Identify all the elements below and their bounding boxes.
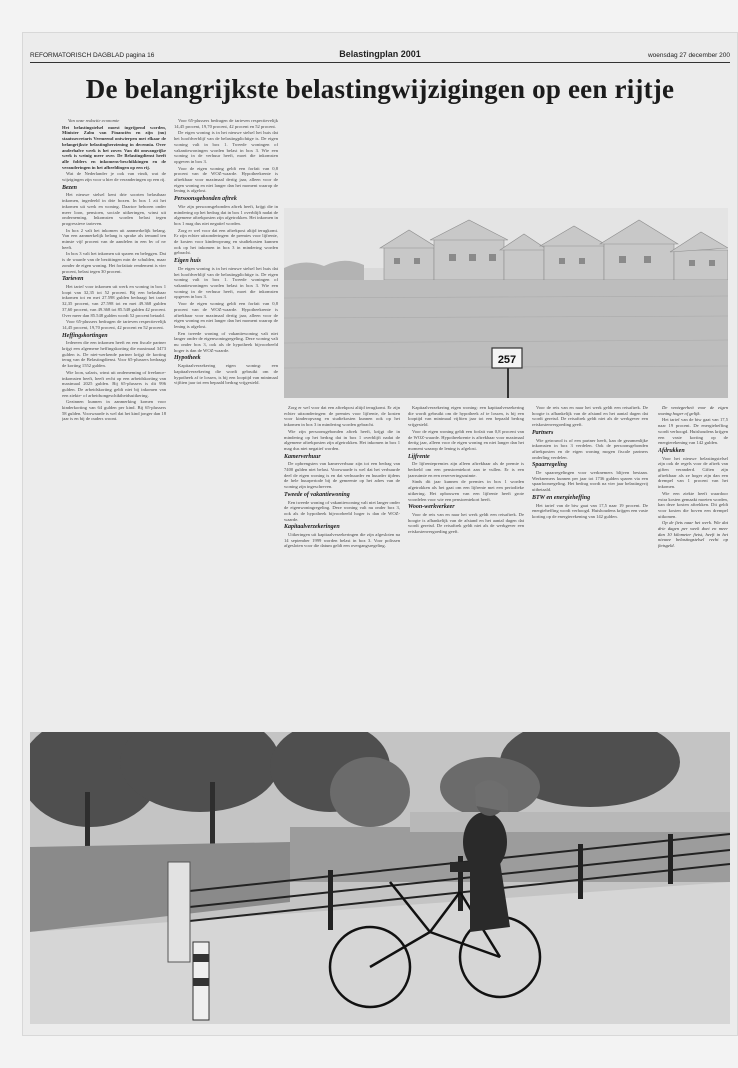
paragraph: Wie een ziekte heeft waardoor extra kosten gemaakt moeten worden, kan deze kosten aftrekken. Dit geldt voor kosten die boven een drempel uitkomen. [658,490,728,519]
paragraph: Voor de reis van en naar het werk geldt een reisaftrek. De hoogte is afhankelijk van de afstand en het aantal dagen dat wordt gereisd. De reisaftrek geldt niet als de werkgever een reiskostenvergoeding geeft. [408,511,524,535]
cyclist-photo-caption: Op de fiets naar het werk. Wie dat drie dagen per week doet en meer dan 10 kilometer fietst, heeft in het nieuwe belastingstelsel recht op fietsgeld. [658,520,728,549]
paragraph: Voor de eigen woning geldt een forfait van 0,8 procent van de WOZ-waarde. Hypotheekrente is aftrekbaar voor maximaal dertig jaar, alleen voor de eigen woning en niet langer dan het moment waarop de lening is afgelost. [174,301,278,329]
paragraph: Kapitaalverzekering eigen woning: een kapitaalverzekering die wordt gebruikt om de hypotheek af te lossen, is bij een looptijd van minimaal vijftien jaar tot een bepaald bedrag vrijgesteld. [174,363,278,386]
paragraph: Wie zijn persoonsgebonden aftrek heeft, krijgt die in mindering op het bedrag dat in box 1 overblijft nadat de algemene aftrekposten zijn afgetrokken. Het inkomen in box 1 mag dus niet negatief worden. [174,203,278,226]
subheading-afdrukken: Afdrukken [658,447,685,454]
subheading-lijfrente: Lijfrente [408,453,430,460]
subheading-boxen: Bezen [62,184,77,191]
paragraph: Zorg er wel voor dat een aftrekpost altijd terugkomt. Er zijn echter uitzonderingen: de premies voor lijfrente, de kosten voor kinderopvang en studiekosten kunnen ook op het inkomen in box 3 in mindering worden gebracht. [284,405,400,428]
newspaper-name: REFORMATORISCH DAGBLAD pagina 16 [30,52,155,59]
paragraph: Voor de eigen woning geldt een forfait van 0,8 procent van de WOZ-waarde. Hypotheekrente is aftrekbaar voor maximaal dertig jaar, alleen voor de eigen woning en niet langer dan het moment waarop de lening is afgelost. [174,165,278,194]
paragraph: Het tarief voor inkomen uit werk en woning in box 1 loopt van 32,35 tot 52 procent. Bij een belastbaar inkomen tot en met 27.598 gulden bedraagt het tarief 32,35 procent, van 27.598 tot en met 49.368 gulden 37,60 procent, van 49.368 tot 85.548 gulden 42 procent. Over meer dan 85.548 gulden wordt 52 procent betaald. [62,283,166,318]
byline: Van onze redactie economie [68,118,120,123]
paragraph: Een tweede woning of vakantiewoning valt niet langer onder de eigenwoningregeling. Deze woning valt nu onder box 3, ook als de hypotheek bijvoorbeeld hoger is dan de WOZ-waarde. [284,499,400,522]
subheading-kapitaalverzekeringen: Kapitaalverzekeringen [284,524,340,531]
paragraph: In box 3 valt het inkomen uit sparen en beleggen. Dat is de waarde van de bezittingen min de schulden, maar zonder de eigen woning. Het forfaitair rendement is vier procent, belast tegen 30 procent. [62,251,166,274]
houses-illustration [284,208,728,398]
sign-number: 257 [497,354,517,366]
cyclist-illustration [30,732,730,1024]
subheading-tarieven: Tarieven [62,276,84,283]
houses-photo [284,208,728,398]
paragraph: In box 2 valt het inkomen uit aanmerkelijk belang. Van een aanmerkelijk belang is sprake als iemand ten minste vijf procent van de aandelen in een bv of nv heeft. [62,227,166,250]
article-column-6 [658,405,728,750]
paragraph: Voor de reis van en naar het werk geldt een reisaftrek. De hoogte is afhankelijk van de afstand en het aantal dagen dat wordt gereisd. De reisaftrek geldt niet als de werkgever een reiskostenvergoeding geeft. [532,405,648,428]
article-column-3 [284,405,400,750]
paragraph: Voor het nieuwe belastingstelsel zijn ook de regels voor de aftrek van giften veranderd. Giften zijn aftrekbaar als ze hoger zijn dan een drempel van 1 procent van het inkomen. [658,455,728,490]
subheading-hypotheek: Hypotheek [174,355,201,362]
section-title: Belastingplan 2001 [339,49,421,59]
paragraph: De eigen woning is in het nieuwe stelsel het huis dat het hoofdverblijf van de belastingplichtige is. De eigen woning valt in box 1. Tweede woningen of vakantiewoningen worden belast in box 3. Wie een woning in de verhuur heeft, moet die inkomsten opgeven in box 3. [174,265,278,300]
subheading-woon-werkverkeer: Woon-werkverkeer [408,504,455,511]
paragraph: De eigen woning is in het nieuwe stelsel het huis dat het hoofdverblijf van de belastingplichtige is. De eigen woning valt in box 1. Tweede woningen of vakantiewoningen worden belast in box 3. Wie een woning in de verhuur heeft, moet die inkomsten opgeven in box 3. [174,130,278,164]
paragraph: Het tarief van de btw gaat van 17,5 naar 19 procent. De energieheffing wordt verhoogd. Huishoudens krijgen een vaste korting op de energierekening van 142 gulden. [532,502,648,519]
subheading-kamerverhuur: Kamerverhuur [284,453,321,460]
intro-text: Wat de Nederlander je ook van vindt, wat de wijzigingen zijn voor u hier de veranderingen op een rij. [62,171,166,183]
page-header [30,48,730,63]
subheading-tweede-vakantiewoning: Tweede of vakantiewoning [284,491,350,498]
paragraph: Wie zijn persoonsgebonden aftrek heeft, krijgt die in mindering op het bedrag dat in box 1 overblijft nadat de algemene aftrekposten zijn afgetrokken. Het inkomen in box 1 mag dus niet negatief worden. [284,428,400,451]
houses-photo-caption: De ventegerheit voor de eigen woning hoger of gelijk. [658,405,728,416]
cyclist-photo [30,732,730,1024]
paragraph: Uitkeringen uit kapitaalverzekeringen die zijn afgesloten na 14 september 1999 worden belast in box 3. Voor polissen afgesloten voor die datum geldt een overgangsregeling. [284,532,400,549]
subheading-eigen-huis: Eigen huis [174,258,201,265]
paragraph: Voor 65-plussers bedragen de tarieven respectievelijk 14,45 procent, 19,70 procent, 42 procent en 52 procent. [62,319,166,330]
paragraph: Het tarief van de btw gaat van 17,5 naar 19 procent. De energieheffing wordt verhoogd. Huishoudens krijgen een vaste korting op de energierekening van 142 gulden. [658,417,728,446]
page-headline: De belangrijkste belastingwijzigingen op een rijtje [85,74,675,104]
paragraph: Wie loon, salaris, winst uit onderneming of freelance-inkomsten heeft, heeft recht op een arbeidskorting van maximaal 2025 gulden. Bij 65-plussers is dit 996 gulden. De arbeidskorting geldt niet bij inkomen van een ziekte- of arbeidsongeschiktheidsuitkering. [62,369,166,398]
paragraph: Voor 65-plussers bedragen de tarieven respectievelijk 14,45 procent, 19,70 procent, 42 procent en 52 procent. [174,118,278,129]
paragraph: De spaarregelingen voor werknemers blijven bestaan. Werknemers kunnen per jaar tot 1736 gulden sparen via een spaarloonregeling. Het bedrag wordt na vier jaar belastingvrij uitbetaald. [532,470,648,493]
paragraph: De opbrengsten van kamerverhuur zijn tot een bedrag van 7400 gulden niet belast. Voorwaarde is wel dat het verhuurde deel de eigen woning is en dat verhuurder en huurder tijdens de hele huurperiode bij de gemeente op het adres van de woning zijn ingeschreven. [284,461,400,490]
subheading-persoonsgebonden-aftrek: Persoonsgebonden aftrek [174,196,237,203]
article-column-2 [174,118,278,748]
paragraph: Het nieuwe stelsel kent drie soorten belastbaar inkomen, ingedeeld in drie boxen. In box 1 zit het inkomen uit werk en woning. Daartoe behoren onder meer loon, pensioen, sociale uitkeringen, winst uit onderneming. Inkomsten worden belast tegen progressieve tarieven. [62,192,166,226]
paragraph: Sinds dit jaar kunnen de premies in box 1 worden afgetrokken als het gaat om een lijfrente met een periodieke uitkering. Het opbouwen van een lijfrente heeft grote voordelen voor wie een pensioentekort heeft. [408,479,524,502]
paragraph: Gezinnen kunnen in aanmerking komen voor kinderkorting van 64 gulden per kind. Bij 65-plussers 58 gulden. Voorwaarde is wel dat het kind jonger dan 18 jaar is en bij de ouders woont. [62,399,166,422]
article-column-5 [532,405,648,750]
paragraph: Een tweede woning of vakantiewoning valt niet langer onder de eigenwoningregeling. Deze woning valt nu onder box 3, ook als de hypotheek bijvoorbeeld hoger is dan de WOZ-waarde. [174,330,278,353]
paragraph: Iedereen die een inkomen heeft en een fiscale partner krijgt een algemene heffingskorting die maximaal 3473 gulden is. De niet-werkende partner krijgt de korting terug van de Belastingdienst. Voor 65-plussers bedraagt de korting 1552 gulden. [62,340,166,369]
paragraph: De lijfrentepremies zijn alleen aftrekbaar als de premie is bedoeld om een pensioentekort aan te vullen. Er is een jaarruimte en een reserveringsruimte. [408,461,524,478]
subheading-heffingskortingen: Heffingskortingen [62,332,108,339]
subheading-partners: Partners [532,429,554,436]
subheading-btw-energieheffing: BTW en energieheffing [532,494,591,501]
newspaper-page [22,32,738,1036]
article-lead: Het belastingstelsel moest ingrijpend worden, Minister Zalm van Financiën en zijn (nu) staatssecretaris Vermeend ontwierpen met elkaar de belangrijkste belastingherziening in decennia. Over anderhalve week is het zover. Van dit omvangrijke werk is weinig meer over. De Belastingdienst heeft alle folders en inkomens-beschikkingen en de veranderingen in het afbeeldingen op een rij. [62,124,166,170]
issue-date: woensdag 27 december 200 [647,52,730,59]
paragraph: Wie getrouwd is of een partner heeft, kan de gezamenlijke inkomsten in box 3 verdelen. Ook de persoonsgebonden aftrekposten en de eigen woning mogen fiscale partners onderling verdelen. [532,437,648,460]
subheading-spaarregeling: Spaarregeling [532,462,568,469]
paragraph: Kapitaalverzekering eigen woning: een kapitaalverzekering die wordt gebruikt om de hypotheek af te lossen, is bij een looptijd van minimaal vijftien jaar tot een bepaald bedrag vrijgesteld. [408,405,524,428]
article-column-1 [62,118,166,748]
paragraph: Zorg er wel voor dat een aftrekpost altijd terugkomt. Er zijn echter uitzonderingen: de premies voor lijfrente, de kosten voor kinderopvang en studiekosten kunnen ook op het inkomen in box 3 in mindering worden gebracht. [174,227,278,256]
paragraph: Voor de eigen woning geldt een forfait van 0,8 procent van de WOZ-waarde. Hypotheekrente is aftrekbaar voor maximaal dertig jaar, alleen voor de eigen woning en niet langer dan het moment waarop de lening is afgelost. [408,428,524,451]
article-column-4 [408,405,524,750]
